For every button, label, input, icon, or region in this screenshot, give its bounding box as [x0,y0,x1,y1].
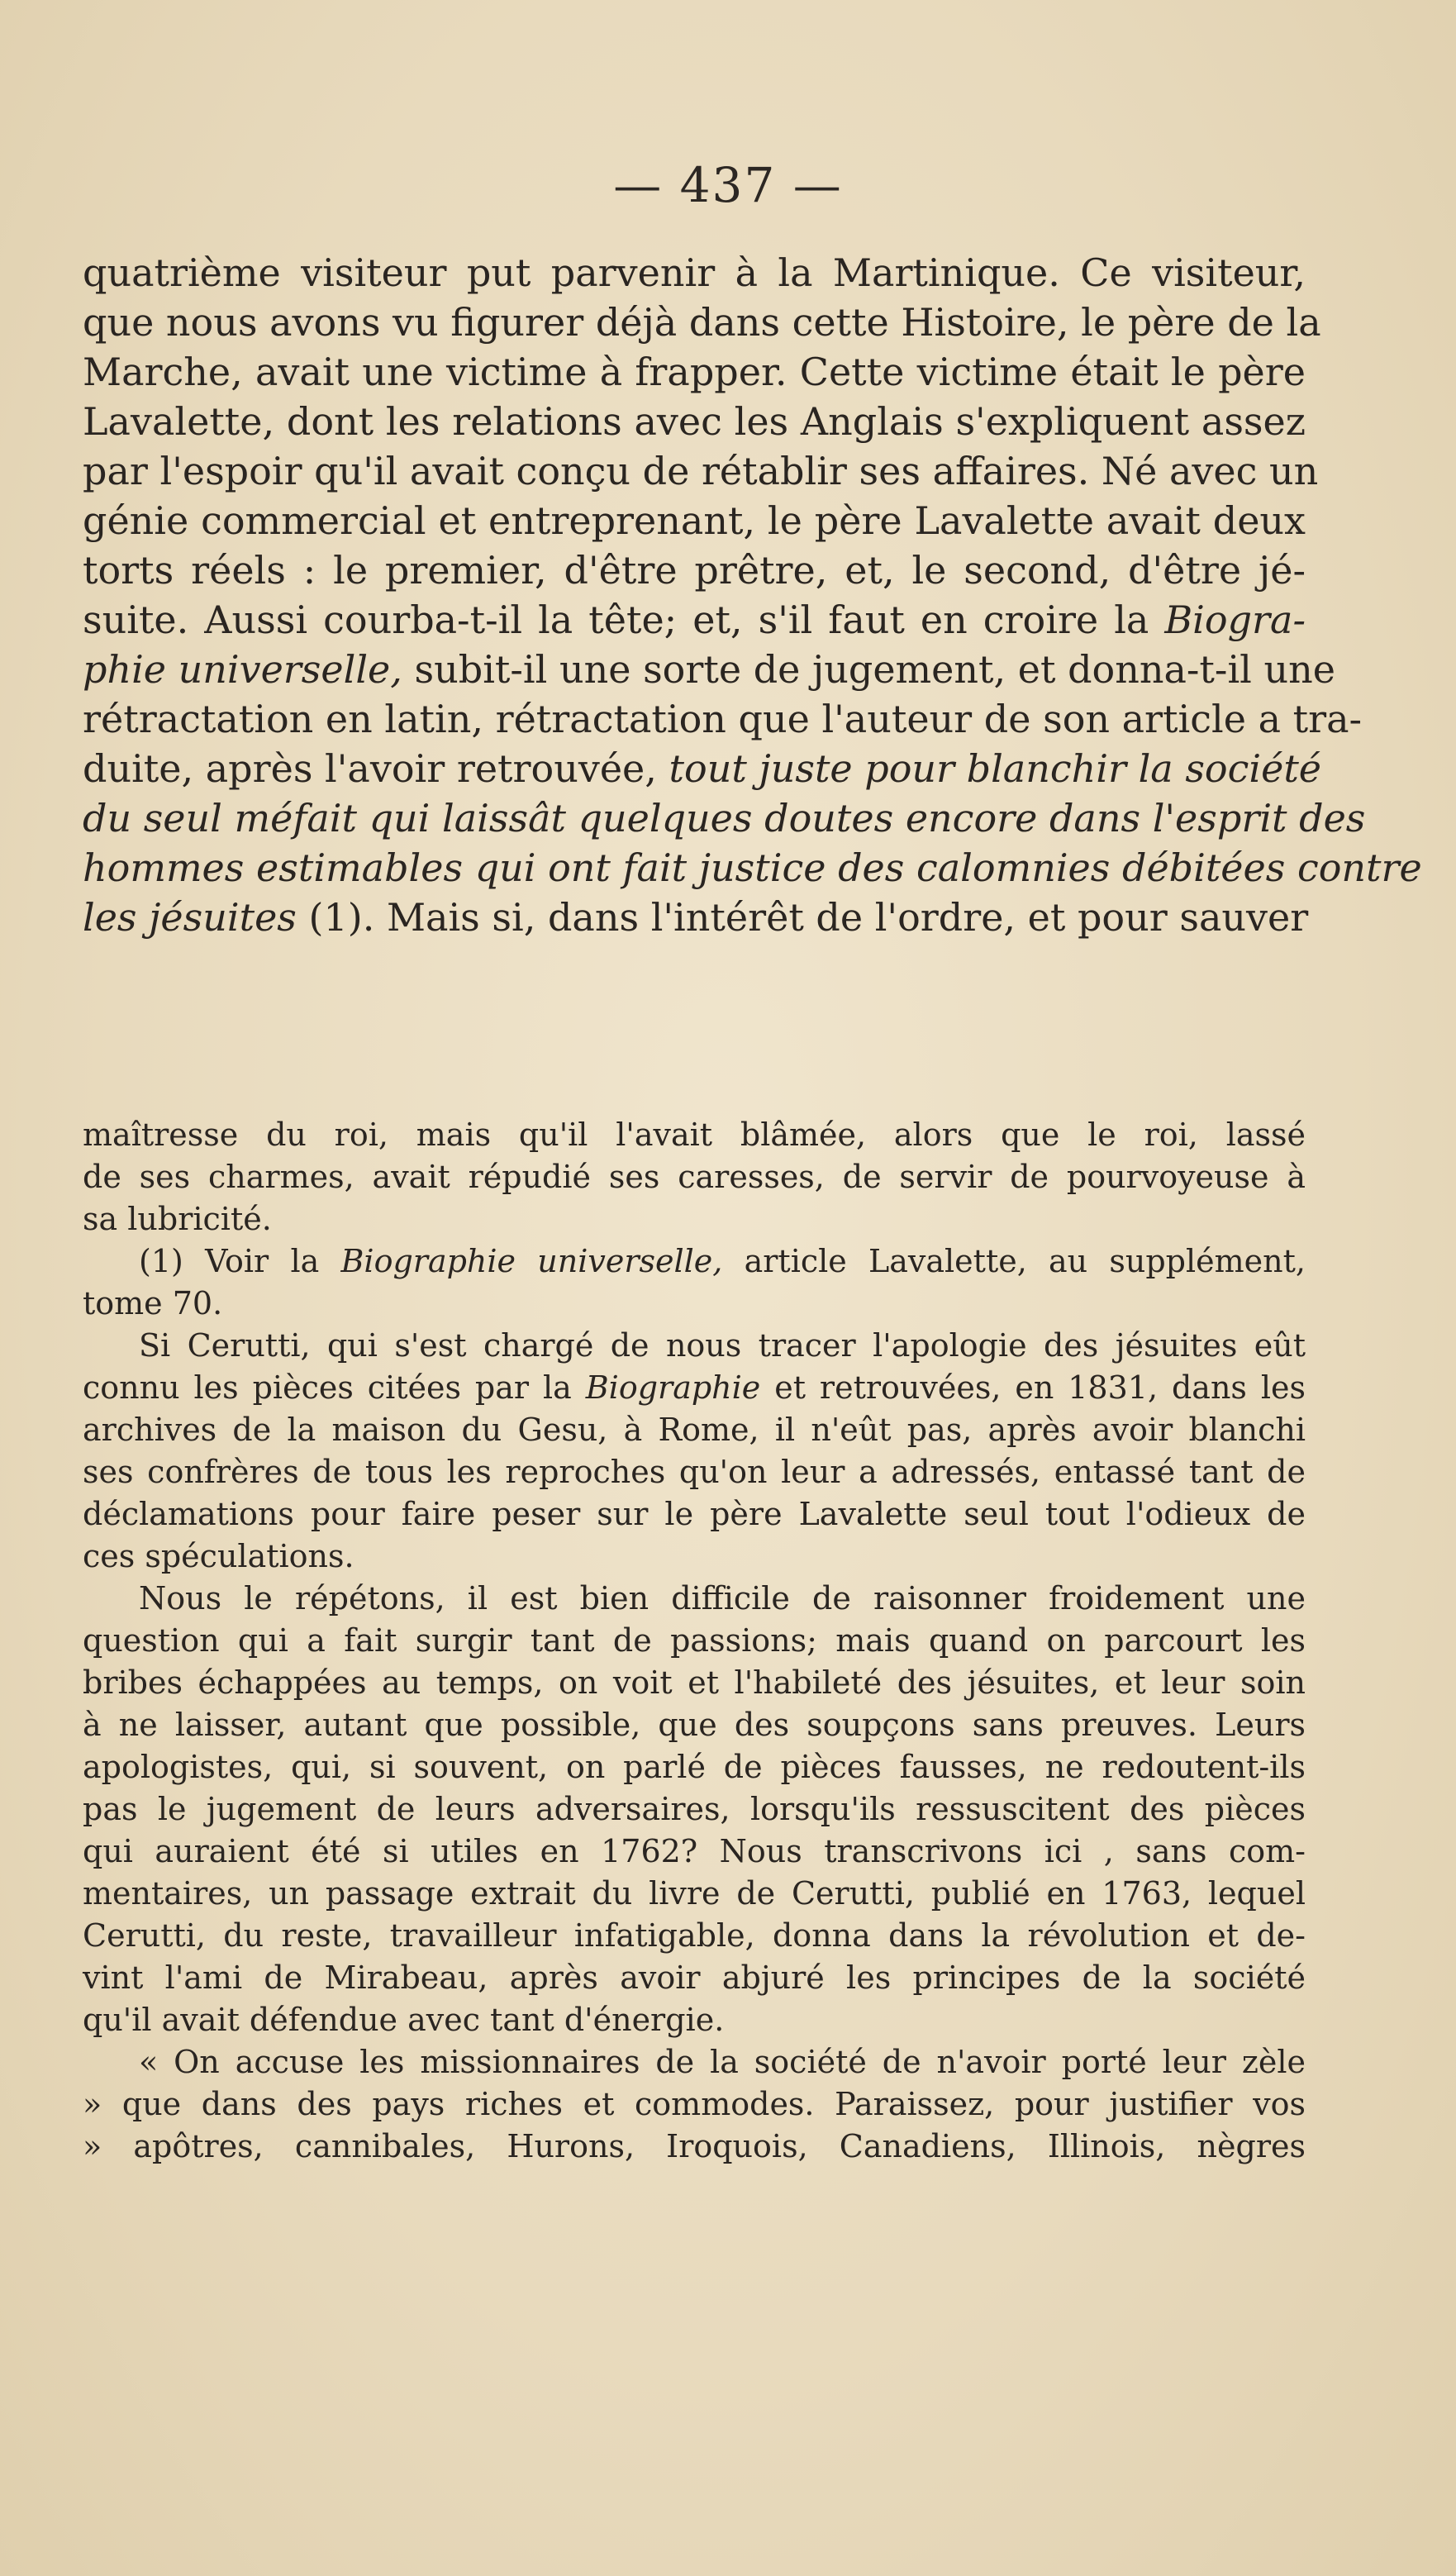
text-segment: article Lavalette, au supplément, [722,1243,1306,1279]
note-line: question qui a fait surgir tant de passions; mais quand on parcourt les [83,1622,1306,1659]
text-line: Lavalette, dont les relations avec les Anglais s'expliquent assez [83,399,1306,444]
quote-line: « On accuse les missionnaires de la société de n'avoir porté leur zèle [139,2044,1306,2080]
note-line: ces spéculations. [83,1538,354,1574]
note-line: Si Cerutti, qui s'est chargé de nous tracer l'apologie des jésuites eût [139,1327,1306,1364]
italic-quote: hommes estimables qui ont fait justice des calomnies débitées contre [83,845,1422,890]
text-segment: duite, après l'avoir retrouvée, [83,746,669,791]
main-text [83,248,1422,942]
italic-quote: du seul méfait qui laissât quelques doutes encore dans l'esprit des [83,796,1366,840]
note-line: apologistes, qui, si souvent, on parlé de pièces fausses, ne redoutent-ils [83,1749,1306,1785]
note-line: Cerutti, du reste, travailleur infatigable, donna dans la révolution et de- [83,1917,1306,1954]
page-number: — 437 — [613,157,843,213]
note-line: vint l'ami de Mirabeau, après avoir abjuré les principes de la société [83,1959,1306,1996]
note-line: tome 70. [83,1285,223,1321]
text-line: rétractation en latin, rétractation que l'auteur de son article a tra- [83,697,1363,741]
note-line: sa lubricité. [83,1201,272,1237]
text-segment: (1) Voir la [139,1243,341,1279]
note-line: qui auraient été si utiles en 1762? Nous transcrivons ici , sans com- [83,1833,1306,1869]
text-line [83,893,1309,942]
text-line: Marche, avait une victime à frapper. Cette victime était le père [83,350,1306,394]
italic-quote: les jésuites [83,895,297,940]
quote-line: » apôtres, cannibales, Hurons, Iroquois, Canadiens, Illinois, nègres [83,2128,1306,2164]
italic-title: Biographie universelle, [340,1243,723,1279]
italic-title: Biogra- [1164,598,1306,642]
italic-quote: tout juste pour blanchir la société [669,746,1322,791]
note-line: mentaires, un passage extrait du livre de Cerutti, publié en 1763, lequel [83,1875,1306,1912]
note-line: pas le jugement de leurs adversaires, lorsqu'ils ressuscitent des pièces [83,1791,1306,1827]
text-line [83,595,1306,645]
italic-title: phie universelle, [83,647,402,692]
note-line: à ne laisser, autant que possible, que des soupçons sans preuves. Leurs [83,1707,1306,1743]
text-segment: (1). Mais si, dans l'intérêt de l'ordre, et pour sauver [296,895,1309,940]
text-line [83,793,1366,843]
note-line: qu'il avait défendue avec tant d'énergie. [83,2002,725,2038]
footnote-1 [83,1240,1306,1283]
text-line [83,744,1322,793]
text-segment: subit-il une sorte de jugement, et donna-t-il une [402,647,1335,692]
text-line: torts réels : le premier, d'être prêtre, et, le second, d'être jé- [83,548,1306,593]
quote-line: » que dans des pays riches et commodes. Paraissez, pour justifier vos [83,2086,1306,2122]
note-line: maîtresse du roi, mais qu'il l'avait blâmée, alors que le roi, lassé [83,1117,1306,1153]
note-line: ses confrères de tous les reproches qu'on leur a adressés, entassé tant de [83,1454,1306,1490]
text-segment: connu les pièces citées par la [83,1369,586,1406]
footnotes [83,1114,1306,2168]
note-line: Nous le répétons, il est bien difficile de raisonner froidement une [139,1580,1306,1617]
note-line [83,1367,1306,1409]
text-line: par l'espoir qu'il avait conçu de rétablir ses affaires. Né avec un [83,449,1319,493]
text-line: que nous avons vu figurer déjà dans cette Histoire, le père de la [83,300,1321,345]
note-line: bribes échappées au temps, on voit et l'habileté des jésuites, et leur soin [83,1664,1306,1701]
italic-title: Biographie [585,1369,761,1406]
text-line [83,645,1335,694]
text-segment: suite. Aussi courba-t-il la tête; et, s'il faut en croire la [83,598,1165,642]
note-line: archives de la maison du Gesu, à Rome, il n'eût pas, après avoir blanchi [83,1412,1306,1448]
note-line: de ses charmes, avait répudié ses caresses, de servir de pourvoyeuse à [83,1159,1306,1195]
text-line: quatrième visiteur put parvenir à la Martinique. Ce visiteur, [83,250,1306,295]
note-line: déclamations pour faire peser sur le père Lavalette seul tout l'odieux de [83,1496,1306,1532]
text-segment: et retrouvées, en 1831, dans les [760,1369,1306,1406]
text-line: génie commercial et entreprenant, le père Lavalette avait deux [83,498,1306,543]
text-line [83,843,1422,893]
